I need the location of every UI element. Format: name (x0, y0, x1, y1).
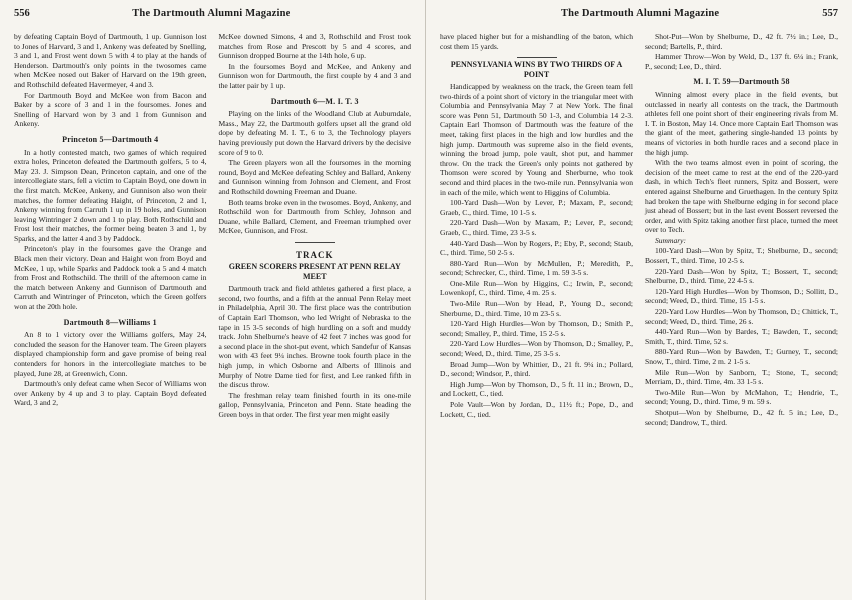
event-result: 440-Yard Dash—Won by Rogers, P.; Eby, P., second; Staub, C., third. Time, 50 2-5 s. (440, 238, 633, 258)
right-page (426, 0, 852, 600)
event-result: 440-Yard Run—Won by Bardes, T.; Bawden, T., second; Smith, T., third. Time, 52 s. (645, 327, 838, 346)
paragraph: have placed higher but for a mishandling of the baton, which cost them 15 yards. (440, 32, 633, 51)
event-result: 220-Yard Low Hurdles—Won by Thomson, D.; Chittick, T., second; Weed, D., third. Time, 26 s. (645, 307, 838, 326)
paragraph: With the two teams almost even in point of scoring, the decision of the meet came to rest at the end of the 220-yard dash, in which Tech's fleet runners, Spitz and Bossert, were entered against Shelburne and Gruethagen. In the century Spitz had broken the tape with Shelburne edging in for second place just ahead of Bossert; but in the last event Bossert reversed the order, and with Spitz taking another first place, turned the meet over to Tech. (645, 158, 838, 235)
left-column-1 (14, 32, 207, 421)
left-page-header (14, 8, 411, 24)
right-page-header (440, 8, 838, 24)
paragraph: McKee downed Simons, 4 and 3, Rothschild and Frost took matches from Rose and Prescott by 5 and 4 scores, and Gunnison dropped Bourne at the 14th hole, 6 up. (218, 32, 411, 61)
paragraph: by defeating Captain Boyd of Dartmouth, 1 up. Gunnison lost to Jones of Harvard, 3 and 1, Ankeny was defeated by Snelling, 3 and 1, and Frost went down 5 with 4 to play at the hands of Henderson. Dartmouth's only points in the twosomes came when McKee nosed out Baker of Harvard on the 19th green, and Rothschild defeated Havermeyer, 4 and 3. (14, 32, 207, 89)
section-heading: Dartmouth 6—M. I. T. 3 (270, 96, 359, 106)
event-result: Two-Mile Run—Won by McMahon, T.; Hendrie, T., second; Young, D., third. Time, 9 m. 59 s. (645, 387, 838, 407)
paragraph: Princeton's play in the foursomes gave the Orange and Black men their victory. Dean and Haight won from Boyd and McKee, 1 up, while Sparks and Paddock took a 5 and 4 match from Frost and Rothschild. The thrill of the afternoon came in the match between Ankeny and Gunnison of Dartmouth and Carruth and Wintringer of Princeton, which the Green golfers won at the 20th hole. (14, 244, 207, 312)
event-result: 220-Yard Dash—Won by Maxam, P.; Lever, P., second; Graeb, C., third. Time, 23 3-5 s. (440, 218, 633, 237)
paragraph: An 8 to 1 victory over the Williams golfers, May 24, concluded the season for the Hanover team. The Green players displayed championship form and gave promise of being real contenders for honors in the intercollegiate matches to be played, June 28, at Greenwich, Conn. (14, 330, 207, 378)
right-column-1 (440, 32, 633, 428)
paragraph: The Green players won all the foursomes in the morning round, Boyd and McKee defeating Schley and Ballard, Ankeny and Gunnison winning from Johnson and Clement, and Frost and Rothschild downing Freeman and Duane. (218, 158, 411, 196)
paragraph: For Dartmouth Boyd and McKee won from Bacon and Baker by a score of 3 and 1 in the foursomes. Jones and Snelling of Harvard won by 3 and 1 from Gunnison and Ankeny. (14, 90, 207, 129)
event-result: Mile Run—Won by Sanborn, T.; Stone, T., second; Merriam, D., third. Time, 4m. 33 1-5 s. (645, 367, 838, 387)
section-heading: Dartmouth 8—Williams 1 (63, 317, 157, 327)
event-result: Broad Jump—Won by Whittier, D., 21 ft. 9¼ in.; Pollard, D., second; Windsor, P., third. (440, 359, 633, 379)
event-result: 880-Yard Run—Won by Bawden, T.; Gurney, T., second; Snow, T., third. Time, 2 m. 2 1-5 s. (645, 347, 838, 366)
left-column-2 (219, 32, 412, 421)
right-column-2 (645, 32, 838, 428)
event-result: 220-Yard Dash—Won by Spitz, T.; Bossert, T., second; Shelburne, D., third. Time, 22 4-5 s. (645, 266, 838, 286)
event-result: 120-Yard High Hurdles—Won by Thomson, D.; Smith P., second; Smalley, P., third. Time, 15 2-5 s. (440, 319, 633, 338)
event-result: One-Mile Run—Won by Higgins, C.; Irwin, P., second; Lowenkopf, C., third. Time, 4 m. 25 s. (440, 278, 633, 298)
paragraph: The freshman relay team finished fourth in its one-mile gallop, Pennsylvania, Princeton and Penn. State heading the Green boys in that order. The first year men might easily (218, 390, 411, 419)
paragraph: Handicapped by weakness on the track, the Green team fell two-thirds of a point short of victory in the triangular meet with Columbia and Pennsylvania May 7 at New York. The final score was Penn 51, Dartmouth 50 1-3, and Columbia 14 2-3. Captain Earl Thomson of Dartmouth was the feature of the meet, taking first places in the high and low hurdles and the high jump. Dartmouth was supreme also in the field events, winning the broad jump, pole vault, shot put, and hammer throw. On the track the Green's only points not gathered by Thomson were scored by Young and Sherburne, who took second and third places in the two-mile run. Pennsylvania won in each of the mile, which went to Higgins of Columbia. (440, 82, 633, 197)
event-result: 880-Yard Run—Won by McMullen, P.; Meredith, P., second; Schrecker, C., third. Time, 1 m. 59 3-5 s. (440, 258, 633, 278)
event-result: 120-Yard High Hurdles—Won by Thomson, D.; Sollitt, D., second; Weed, D., third. Time, 15 1-5 s. (645, 286, 838, 306)
page-number: 556 (14, 8, 30, 19)
section-divider (295, 242, 335, 243)
paragraph: Dartmouth track and field athletes gathered a first place, a second, two fourths, and a fifth at the annual Penn Relay meet in Philadelphia, April 30. The first place was the contribution of Captain Earl Thomson, who led Wright of Nebraska to the tape in 15 3-5 seconds of high hurdling on a soft and muddy track. John Shelburne's heave of 42 feet 7 inches was good for a second place in the shot-put event, which Sandefur of Kansas won with 43 feet 9¼ inches. Browne took fourth place in the high jump, in which Osborne and Alberts of Illinois and Murphy of Notre Dame tied for first, and Lee ranked fifth in the discus throw. (218, 284, 411, 390)
event-result: Hammer Throw—Won by Weld, D., 137 ft. 6¼ in.; Frank, P., second; Lee, D., third. (645, 52, 838, 71)
paragraph: Both teams broke even in the twosomes. Boyd, Ankeny, and Rothschild won for Dartmouth from Schley, Johnson and Duane, while Ballard, Clement, and Freeman triumphed over McKee, Gunnison, and Frost. (218, 197, 411, 236)
running-title: The Dartmouth Alumni Magazine (132, 8, 291, 19)
paragraph: In the foursomes Boyd and McKee, and Ankeny and Gunnison won for Dartmouth, the first couple by 4 and 3 and the latter pair by 1 up. (218, 61, 411, 90)
event-result: Shotput—Won by Shelburne, D., 42 ft. 5 in.; Lee, D., second; Dandrow, T., third. (645, 407, 838, 427)
section-heading: TRACK (295, 249, 334, 260)
event-result: 100-Yard Dash—Won by Lever, P.; Maxam, P., second; Graeb, C., third. Time, 10 1-5 s. (440, 198, 633, 217)
section-heading: PENNSYLVANIA WINS BY TWO THIRDS OF A POINT (450, 60, 623, 79)
event-result: Pole Vault—Won by Jordan, D., 11½ ft.; Pope, D., and Lockett, C., tied. (440, 400, 633, 419)
paragraph: Winning almost every place in the field events, but outclassed in nearly all contests on the track, the Dartmouth athletes fell one point short of their engineering rivals from M. I. T. in Boston, May 14. Once more Captain Earl Thomson was the giant of the meet, gathering single-handed 13 points by means of victories in both hurdle races and a second place in the high jump. (645, 89, 838, 157)
paragraph: In a hotly contested match, two games of which required extra holes, Princeton defeated the Dartmouth golfers, 5 to 4, May 23. J. Simpson Dean, Princeton captain, and one of the intercollegiate stars, fell a victim to Captain Boyd, one down in the first match. McKee, Ankeny, and Gunnison also won their matches, the former defeating Haight, of Princeton, 2 and 1, Ankeny winning from Carruth 1 up in 19 holes, and Gunnison leaving Wintringer 2 down and 1 to play. Both Rothschild and Frost lost their matches, the former being beaten 3 and 1, by Sparks, and the latter 4 and 3 by Paddock. (14, 147, 207, 243)
section-divider (517, 57, 557, 58)
paragraph: Summary: (655, 235, 687, 245)
event-result: High Jump—Won by Thomson, D., 5 ft. 11 in.; Brown, D., and Lockett, C., tied. (440, 379, 633, 399)
running-title: The Dartmouth Alumni Magazine (560, 8, 720, 19)
section-heading: GREEN SCORERS PRESENT AT PENN RELAY MEET (228, 262, 401, 281)
event-result: 220-Yard Low Hurdles—Won by Thomson, D.; Smalley, P., second; Weed, D., third. Time, 25 3-5 s. (440, 339, 633, 359)
section-heading: Princeton 5—Dartmouth 4 (62, 134, 159, 144)
page-number: 557 (822, 8, 838, 19)
paragraph: Dartmouth's only defeat came when Secor of Williams won over Ankeny by 4 up and 3 to play. Captain Boyd defeated Ward, 3 and 2, (14, 379, 207, 408)
section-heading: M. I. T. 59—Dartmouth 58 (693, 77, 790, 87)
event-result: Two-Mile Run—Won by Head, P., Young D., second; Sherburne, D., third. Time, 10 m 23-5 s. (440, 299, 633, 318)
event-result: 100-Yard Dash—Won by Spitz, T.; Shelburne, D., second; Bossert, T., third. Time, 10 2-5 s. (645, 246, 838, 266)
paragraph: Playing on the links of the Woodland Club at Auburndale, Mass., May 22, the Dartmouth golfers upset all the grand old dope by defeating M. I. T., 6 to 3, the Technology players having previously put down the Harvard drivers by the decisive score of 9 to 0. (218, 109, 411, 157)
event-result: Shot-Put—Won by Shelburne, D., 42 ft. 7½ in.; Lee, D., second; Bartells, P., third. (645, 32, 838, 51)
